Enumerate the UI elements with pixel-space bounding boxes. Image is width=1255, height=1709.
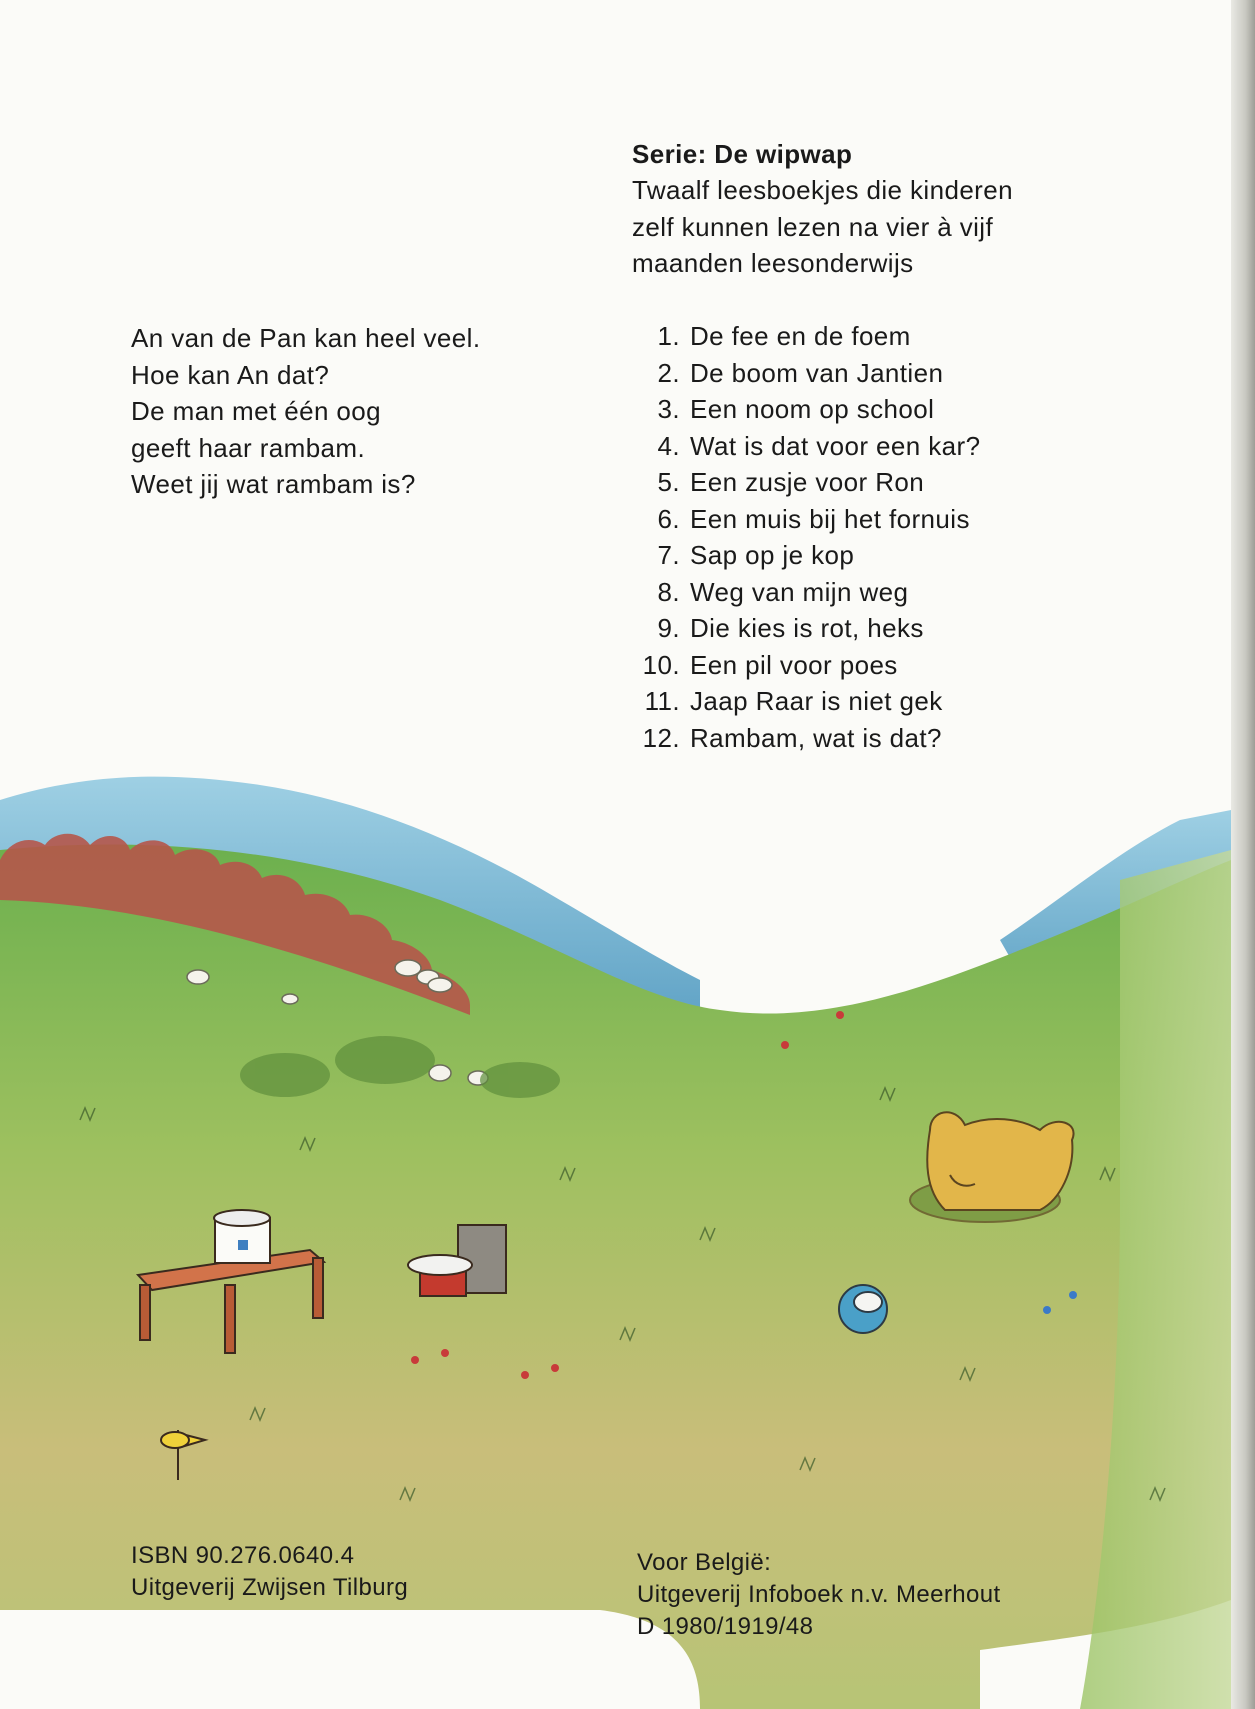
- book-number: 4.: [657, 430, 680, 461]
- book-number: 11.: [644, 686, 680, 716]
- book-title: Die kies is rot, heks: [690, 613, 924, 643]
- deposit-number: D 1980/1919/48: [637, 1613, 814, 1640]
- book-number: 1.: [657, 321, 680, 351]
- list-item: [630, 501, 980, 538]
- belgium-label: Voor België:: [637, 1549, 772, 1576]
- blurb-line: Hoe kan An dat?: [131, 359, 330, 390]
- book-title: Een noom op school: [690, 394, 935, 424]
- blurb-line: De man met één oog: [131, 396, 382, 426]
- book-title: Een zusje voor Ron: [690, 467, 925, 497]
- book-number: 9.: [657, 613, 680, 643]
- series-description-line: maanden leesonderwijs: [632, 248, 914, 278]
- ball: [839, 1285, 887, 1333]
- book-title: De boom van Jantien: [690, 357, 944, 388]
- list-item: [630, 537, 980, 574]
- book-number: 6.: [657, 503, 680, 534]
- list-item: [630, 683, 980, 720]
- book-title: Jaap Raar is niet gek: [690, 686, 943, 716]
- book-spine: [1231, 0, 1255, 1709]
- book-list: [630, 318, 980, 756]
- series-description-line: Twaalf leesboekjes die kinderen: [632, 175, 1013, 205]
- list-item: [630, 647, 980, 684]
- list-item: [630, 574, 980, 611]
- book-title: Weg van mijn weg: [690, 576, 909, 607]
- publisher-name: Uitgeverij Zwijsen Tilburg: [131, 1574, 409, 1601]
- list-item: [630, 464, 980, 501]
- book-number: 8.: [657, 576, 680, 607]
- book-number: 12.: [642, 722, 680, 753]
- book-title: De fee en de foem: [690, 321, 911, 351]
- book-number: 2.: [657, 357, 680, 388]
- book-title: Een pil voor poes: [690, 649, 898, 680]
- story-blurb: [131, 320, 480, 503]
- list-item: [630, 391, 980, 428]
- publisher-netherlands: [131, 1540, 408, 1604]
- publisher-name: Uitgeverij Infoboek n.v. Meerhout: [637, 1581, 1001, 1608]
- blurb-line: Weet jij wat rambam is?: [131, 469, 416, 499]
- book-number: 3.: [657, 394, 680, 424]
- dog-in-hole: [910, 1112, 1074, 1222]
- book-number: 10.: [642, 649, 680, 680]
- book-title: Rambam, wat is dat?: [690, 722, 942, 753]
- list-item: [630, 428, 980, 465]
- book-number: 5.: [657, 467, 680, 497]
- book-number: 7.: [657, 540, 680, 570]
- publisher-belgium: [637, 1547, 1001, 1643]
- list-item: [630, 355, 980, 392]
- isbn-line: ISBN 90.276.0640.4: [131, 1542, 355, 1569]
- list-item: [630, 720, 980, 757]
- list-item: [630, 610, 980, 647]
- blurb-line: An van de Pan kan heel veel.: [131, 323, 481, 353]
- list-item: [630, 318, 980, 355]
- series-description: [632, 172, 1013, 282]
- book-title: Sap op je kop: [690, 540, 855, 570]
- series-heading: Serie: De wipwap: [632, 139, 853, 169]
- series-description-line: zelf kunnen lezen na vier à vijf: [632, 211, 994, 242]
- book-title: Wat is dat voor een kar?: [690, 430, 981, 461]
- blurb-line: geeft haar rambam.: [131, 432, 366, 463]
- book-title: Een muis bij het fornuis: [690, 503, 970, 534]
